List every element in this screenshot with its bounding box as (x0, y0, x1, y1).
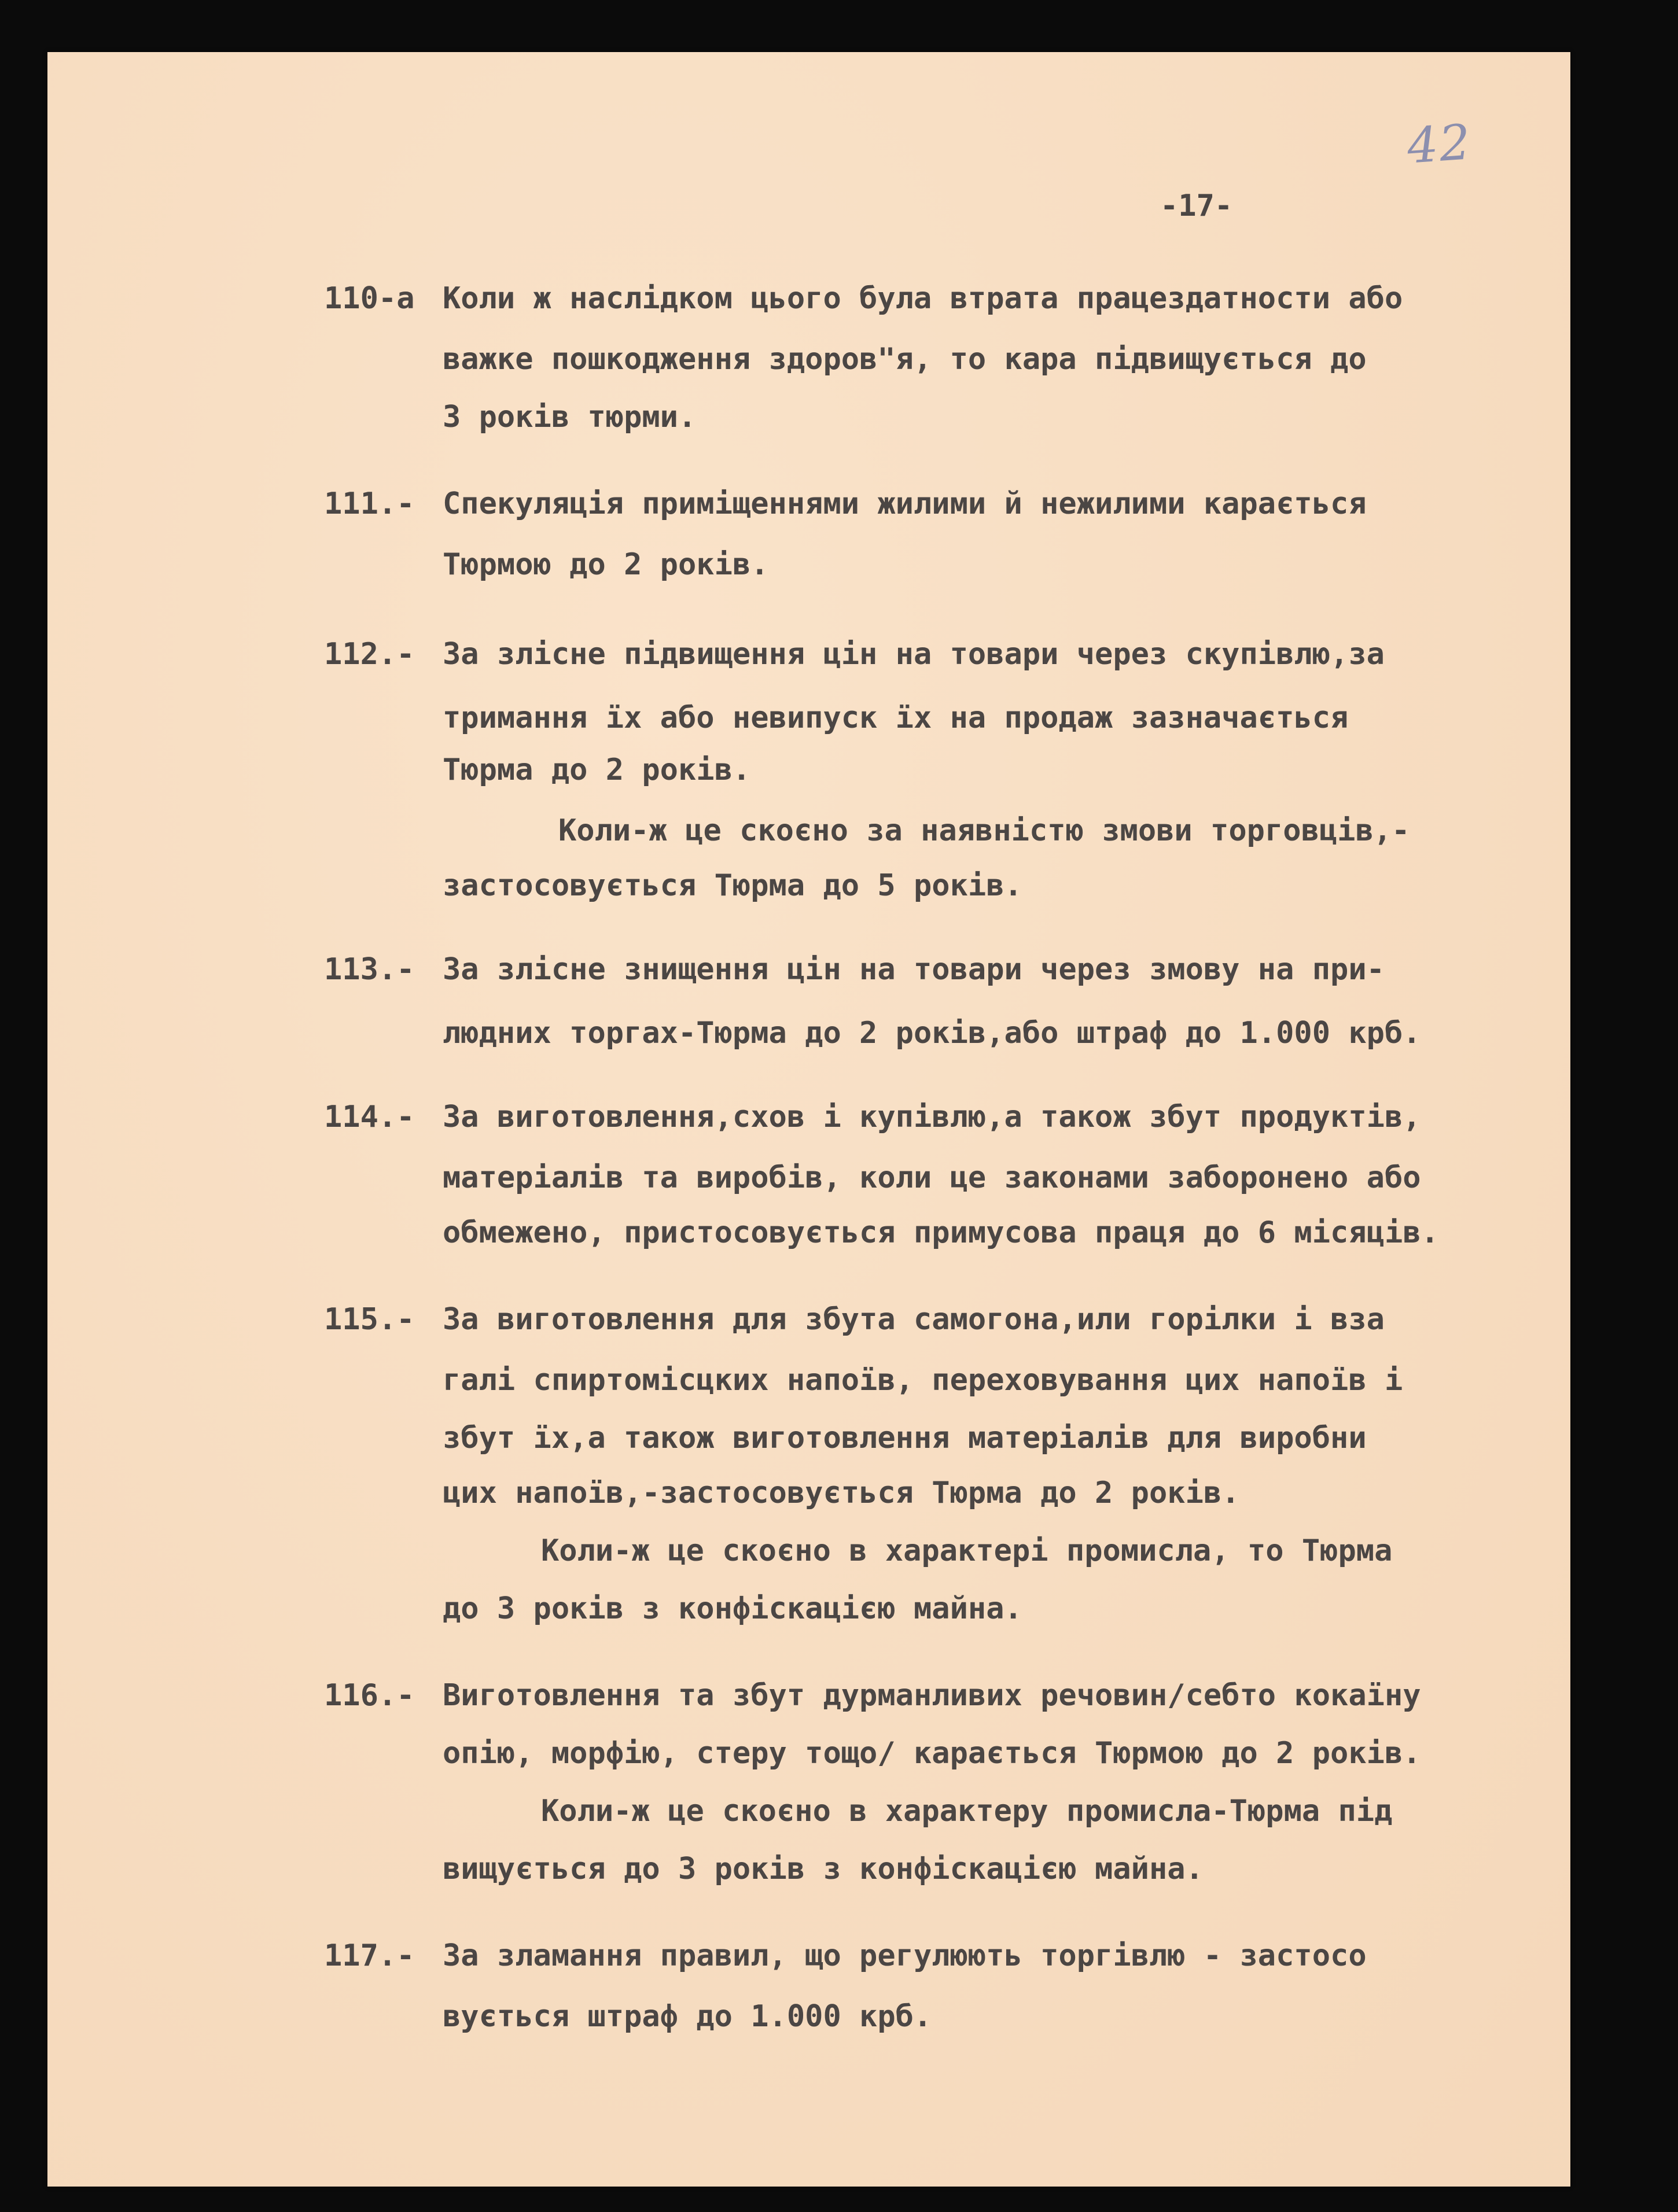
article-line: людних торгах-Тюрма до 2 років,або штраф до 1.000 крб. (443, 1016, 1421, 1050)
article-number: 114.- (324, 1100, 415, 1134)
article-line: вищується до 3 років з конфіскацією майна. (443, 1852, 1204, 1886)
article-line: Коли-ж це скоєно за наявністю змови торговців,- (558, 813, 1410, 848)
article-line: застосовується Тюрма до 5 років. (443, 868, 1022, 903)
article-line: збут їх,а також виготовлення матеріалів для виробни (443, 1421, 1367, 1455)
article-number: 115.- (324, 1302, 415, 1337)
article-line: Коли-ж це скоєно в характері промисла, то Тюрма (541, 1533, 1393, 1568)
article-line: Спекуляція приміщеннями жилими й нежилими карається (443, 486, 1367, 521)
article-line: Тюрмою до 2 років. (443, 547, 769, 582)
article-line: матеріалів та виробів, коли це законами заборонено або (443, 1160, 1421, 1195)
article-line: галі спиртомісцких напоїв, переховування цих напоїв і (443, 1363, 1403, 1398)
article-line: опію, морфію, стеру тощо/ карається Тюрмою до 2 років. (443, 1736, 1421, 1771)
article-line: За виготовлення для збута самогона,или горілки і вза (443, 1302, 1385, 1337)
article-line: За виготовлення,схов і купівлю,а також збут продуктів, (443, 1100, 1421, 1134)
article-line: Коли-ж це скоєно в характеру промисла-Тюрма під (541, 1794, 1393, 1828)
article-line: тримання їх або невипуск їх на продаж зазначається (443, 701, 1349, 735)
article-line: Виготовлення та збут дурманливих речовин/себто кокаїну (443, 1678, 1421, 1713)
article-line: За злісне знищення цін на товари через змову на при- (443, 952, 1385, 987)
article-number: 111.- (324, 486, 415, 521)
article-number: 117.- (324, 1938, 415, 1973)
article-line: 3 років тюрми. (443, 400, 697, 434)
article-line: За злісне підвищення цін на товари через скупівлю,за (443, 637, 1385, 672)
article-line: За зламання правил, що регулюють торгівлю - застосо (443, 1938, 1367, 1973)
article-line: важке пошкодження здоров"я, то кара підвищується до (443, 342, 1367, 377)
article-line: Тюрма до 2 років. (443, 753, 751, 787)
article-number: 116.- (324, 1678, 415, 1713)
article-number: 110-а (324, 281, 415, 316)
article-line: цих напоїв,-застосовується Тюрма до 2 років. (443, 1476, 1240, 1510)
article-number: 113.- (324, 952, 415, 987)
article-line: обмежено, пристосовується примусова праця до 6 місяців. (443, 1215, 1439, 1250)
article-line: вується штраф до 1.000 крб. (443, 1999, 932, 2034)
article-number: 112.- (324, 637, 415, 672)
article-line: до 3 років з конфіскацією майна. (443, 1591, 1022, 1626)
page-number: -17- (1160, 189, 1233, 223)
archive-folio-number: 42 (1405, 113, 1474, 175)
article-line: Коли ж наслідком цього була втрата працездатности або (443, 281, 1403, 316)
